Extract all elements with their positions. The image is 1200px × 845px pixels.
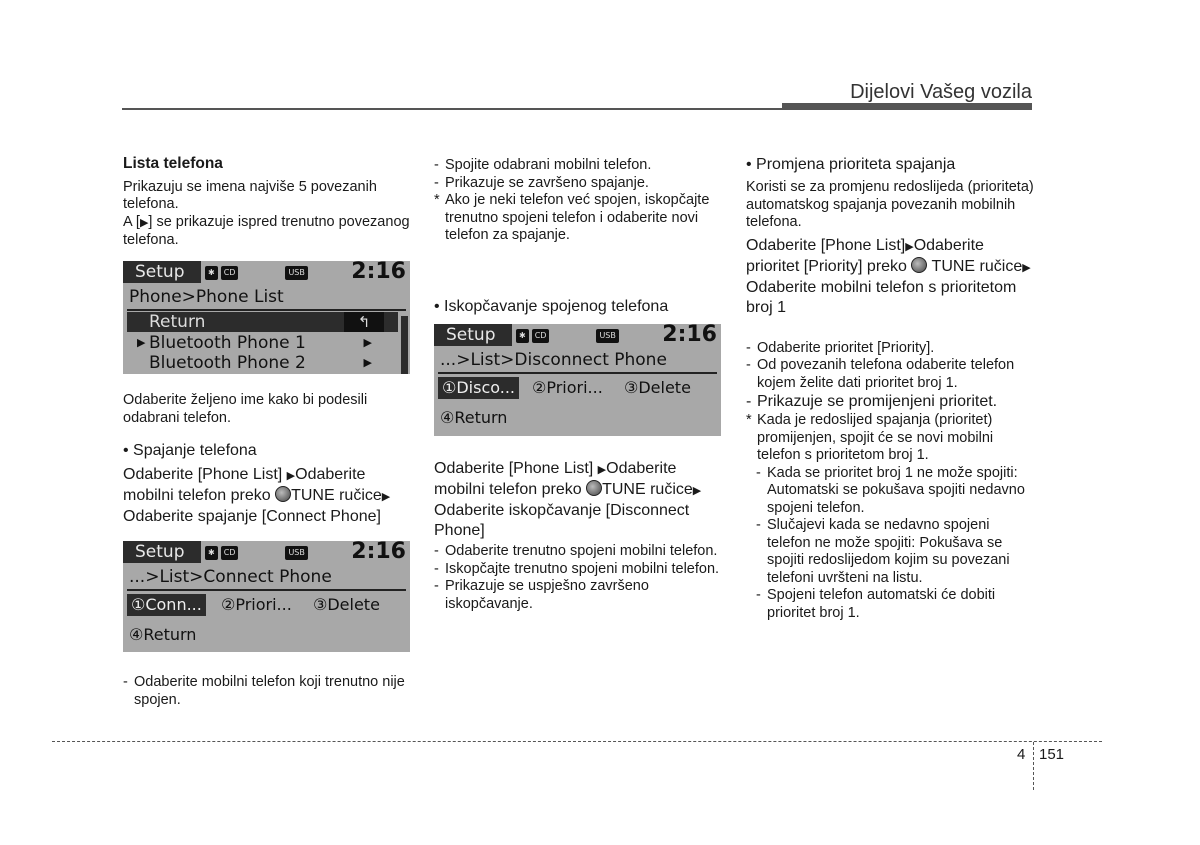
page-number: 151 [1039, 746, 1065, 763]
triangle-right-icon: ▶ [381, 491, 391, 503]
dash-item: - Prikazuje se završeno spajanje. [434, 174, 649, 191]
section-heading: Lista telefona [123, 155, 223, 172]
triangle-right-icon: ▶ [1022, 261, 1031, 274]
triangle-right-icon: ▶ [597, 464, 607, 476]
menu-row-phone-1[interactable]: ▶ Bluetooth Phone 1 ▶ [137, 333, 372, 353]
instruction: Odaberite [Phone List] ▶Odaberite mobilni telefon preko TUNE ručice▶ Odaberite spajanje [Connect Phone] [123, 466, 391, 525]
column-1 [123, 155, 413, 250]
section-number: 4 [1017, 746, 1026, 763]
dash-item: - Od povezanih telefona odaberite telefon kojem želite dati prioritet broj 1. [746, 357, 1015, 391]
dash-item: - Odaberite mobilni telefon koji trenutno nije spojen. [123, 674, 405, 708]
star-note: * Ako je neki telefon već spojen, iskopčajte trenutno spojeni telefon i odaberite novi telefon za spajanje. [434, 192, 710, 243]
dash-item: - Kada se prioritet broj 1 ne može spojiti: Automatski se pokušava spojiti nedavno spojeni telefon. [756, 464, 1025, 516]
paragraph: Koristi se za promjenu redoslijeda (prioriteta) automatskog spajanja povezanih mobilnih telefona. [746, 179, 1034, 230]
menu-row-phone-2[interactable]: Bluetooth Phone 2 ▶ [149, 353, 372, 373]
bullet-heading: • Promjena prioriteta spajanja [746, 156, 956, 173]
option-delete[interactable]: ③Delete [313, 595, 380, 614]
tune-knob-icon [911, 257, 927, 273]
dash-item: - Odaberite prioritet [Priority]. [746, 339, 935, 356]
option-priority[interactable]: ②Priori... [221, 595, 292, 614]
triangle-right-icon: ▶ [139, 216, 149, 229]
dash-item: - Odaberite trenutno spojeni mobilni telefon. [434, 543, 718, 559]
star-note: * Kada je redoslijed spajanja (prioritet) promijenjen, spojit će se novi mobilni telefon s prioritetom broj 1. [746, 412, 994, 463]
chevron-right-icon: ▶ [363, 356, 372, 369]
header-rule [122, 108, 1032, 110]
bluetooth-icon: ✱ [516, 329, 529, 343]
cd-icon: CD [532, 329, 550, 343]
footer-divider [1033, 742, 1034, 790]
option-return[interactable]: ④Return [129, 625, 197, 644]
dash-item: - Spojite odabrani mobilni telefon. [434, 157, 652, 173]
triangle-right-icon: ▶ [692, 485, 702, 497]
screen-clock: 2:16 [351, 259, 406, 284]
text: A [ [123, 213, 140, 230]
column-2 [434, 157, 724, 317]
screen-path: Phone>Phone List [129, 287, 284, 307]
dash-item: - Iskopčajte trenutno spojeni mobilni telefon. [434, 560, 720, 577]
triangle-right-icon: ▶ [286, 470, 296, 482]
dash-item: - Slučajevi kada se nedavno spojeni telefon ne može spojiti: Pokušava se spojiti redoslijedom kojim su povezani telefoni uvršteni na listu. [756, 517, 1010, 586]
connect-phone-screen [123, 541, 410, 652]
option-return[interactable]: ④Return [440, 408, 508, 427]
instruction: Odaberite [Phone List] ▶Odaberite mobilni telefon preko TUNE ručice▶ Odaberite iskopčavanje [Disconnect Phone] [434, 460, 702, 539]
triangle-right-icon: ▶ [905, 240, 914, 253]
dash-item: - Spojeni telefon automatski će dobiti prioritet broj 1. [756, 587, 996, 621]
bluetooth-icon: ✱ [205, 266, 218, 280]
screen-setup-label: Setup [434, 324, 512, 346]
column-3 [746, 155, 1036, 622]
paragraph: Odaberite željeno ime kako bi podesili odabrani telefon. [123, 392, 368, 426]
option-priority[interactable]: ②Priori... [532, 378, 603, 397]
text: ] se prikazuje ispred trenutno povezanog telefona. [123, 213, 410, 248]
menu-row-return[interactable]: Return ↰ [127, 312, 398, 332]
screen-clock: 2:16 [351, 539, 406, 564]
column-2-cont [434, 459, 724, 613]
current-phone-marker-icon: ▶ [137, 336, 146, 349]
disconnect-phone-screen [434, 324, 721, 436]
screen-clock: 2:16 [662, 322, 717, 347]
back-icon: ↰ [344, 312, 384, 332]
usb-icon: USB [596, 329, 618, 343]
option-delete[interactable]: ③Delete [624, 378, 691, 397]
usb-icon: USB [285, 266, 307, 280]
cd-icon: CD [221, 266, 239, 280]
usb-icon: USB [285, 546, 307, 560]
option-disconnect[interactable]: ①Disco... [438, 377, 519, 399]
column-1-cont [123, 392, 413, 527]
screen-path: ...>List>Disconnect Phone [440, 350, 667, 370]
screen-setup-label: Setup [123, 541, 201, 563]
bullet-heading: • Spajanje telefona [123, 442, 257, 459]
bullet-heading: • Iskopčavanje spojenog telefona [434, 297, 669, 315]
option-connect[interactable]: ①Conn... [127, 594, 206, 616]
tune-knob-icon [586, 480, 602, 496]
dash-item: - Prikazuje se uspješno završeno iskopčavanje. [434, 578, 649, 612]
paragraph [123, 214, 413, 250]
column-1-note [123, 674, 413, 709]
page-header-title: Dijelovi Vašeg vozila [850, 81, 1032, 103]
paragraph: Prikazuju se imena najviše 5 povezanih telefona. [123, 178, 377, 212]
instruction: Odaberite [Phone List]▶Odaberite prioritet [Priority] preko TUNE ručice▶ Odaberite mobilni telefon s prioritetom broj 1 [746, 236, 1031, 316]
chevron-right-icon: ▶ [363, 336, 372, 349]
tune-knob-icon [275, 486, 291, 502]
phone-list-screen [123, 261, 410, 374]
cd-icon: CD [221, 546, 239, 560]
screen-path: ...>List>Connect Phone [129, 567, 332, 587]
dash-item: - Prikazuje se promijenjeni prioritet. [746, 393, 998, 410]
bluetooth-icon: ✱ [205, 546, 218, 560]
screen-setup-label: Setup [123, 261, 201, 283]
footer-rule [52, 741, 1102, 742]
scrollbar[interactable] [401, 316, 408, 374]
